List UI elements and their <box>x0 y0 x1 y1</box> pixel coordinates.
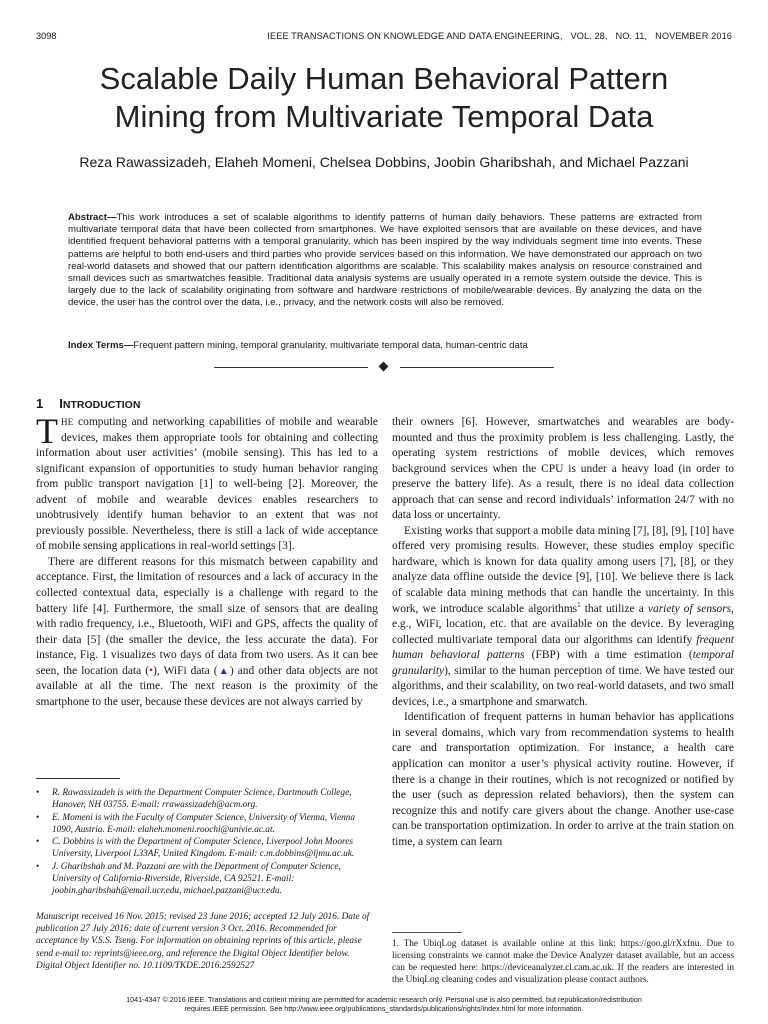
abstract-text: This work introduces a set of scalable algorithms to identify patterns of human daily behaviors. These patterns are extracted from multivariate temporal data that have been collected from smartphones. We have exploited sensors that are available on these devices, and have identified frequent behavioral patterns with a temporal granularity, which has been inspired by the way individuals segment time into events. These patterns are helpful to both end-users and third parties who provide services based on this information. We have demonstrated our approach on two real-world datasets and showed that our pattern identification algorithms are scalable. This scalability makes analysis on resource constrained and small devices such as smartwatches feasible. Traditional data analysis systems are usually operated in a remote system outside the device. This is largely due to the lack of scalability originating from software and hardware restrictions of mobile/wearable devices. By analyzing the data on the device, the user has the control over the data, i.e., privacy, and the network costs will also be removed. <box>68 212 702 309</box>
section-divider <box>214 361 554 373</box>
intro-paragraph-2-a: There are different reasons for this mismatch between capability and acceptance. First, the limitation of resources and a lack of accuracy in the collected contextual data, especially is a challenge with regard to the battery life [4]. Furthermore, the small size of sensors that are dealing with radio frequency, i.e., Bluetooth, WiFi and GPS, affects the quality of their data [5] (the smaller the device, the less accurate the data). For instance, Fig. 1 visualizes two days of data from two users. As it can bee seen, the location data ( <box>36 555 378 677</box>
right-column <box>392 415 734 850</box>
intro-paragraph-2 <box>36 555 378 710</box>
page-number: 3098 <box>36 31 57 41</box>
emphasis-frequent-patterns: frequent human behavioral patterns <box>392 633 734 662</box>
manuscript-info: Manuscript received 16 Nov. 2015; revised 23 June 2016; accepted 12 July 2016. Date of publication 27 July 2016; date of current version 3 Oct. 2016. Recommended for acceptance by V.S.S. Tseng. For information on obtaining reprints of this article, please send e-mail to: reprints@ieee.org, and reference the Digital Object Identifier below. Digital Object Identifier no. 10.1109/TKDE.2016.2592527 <box>36 912 370 971</box>
divider-line-left <box>214 367 368 368</box>
affiliation-text: E. Momeni is with the Faculty of Computer Science, University of Vienna, Vienna 1090, Austria. E-mail: elaheh.momeni.roochi@univie.ac.at. <box>52 812 356 835</box>
copyright-line-1: 1041-4347 © 2016 IEEE. Translations and content mining are permitted for academic research only. Personal use is also permitted, but republication/redistribution <box>126 995 642 1004</box>
section-title-rest: NTRODUCTION <box>62 399 141 411</box>
abstract-label: Abstract <box>68 212 107 223</box>
diamond-ornament-icon <box>379 362 389 372</box>
copyright-notice <box>20 995 748 1013</box>
footnote-rule-right <box>392 932 462 933</box>
copyright-line-2: requires IEEE permission. See http://www.ieee.org/publications_standards/publications/rights/index.html for more information. <box>184 1004 584 1013</box>
bullet-icon: • <box>36 837 40 848</box>
journal-header: IEEE TRANSACTIONS ON KNOWLEDGE AND DATA ENGINEERING, VOL. 28, NO. 11, NOVEMBER 2016 <box>267 31 732 41</box>
divider-line-right <box>400 367 554 368</box>
drop-cap: T <box>36 411 58 451</box>
right-paragraph-1: their owners [6]. However, smartwatches and wearables are body-mounted and thus the proximity problem is less challenging. Lastly, the operating system restrictions of mobile devices, which removes background services when the CPU is under a heavy load (in order to preserve the battery life). As a result, there is no ideal data collection approach that can sense and record individuals’ information 24/7 with no data loss or uncertainty. <box>392 416 734 522</box>
wifi-triangle-icon: ▲ <box>217 665 230 677</box>
right-paragraph-2-a: Existing works that support a mobile data mining [7], [8], [9], [10] have offered very promising results. However, these studies employ specific hardware, which is known for data quality among users [7], [8], or they analyze data offline outside the device [9], [10]. We believe there is lack of scalable data mining methods that can handle the uncertainty. In this work, we introduce scalable algorithms <box>392 524 734 615</box>
paper-title-line2: Mining from Multivariate Temporal Data <box>114 99 654 134</box>
paper-title <box>30 60 738 136</box>
running-head <box>36 31 732 45</box>
right-paragraph-2-e: ), similar to the human perception of time. We have tested our algorithms, and their scalability, on two real-world datasets, and two small devices, i.e., a smartphone and smarwatch. <box>392 664 734 708</box>
affiliation-text: J. Gharibshah and M. Pazzani are with the Department of Computer Science, University of California-Riverside, Riverside, CA 92521. E-mail: joobin.gharibshah@email.ucr.edu, michael.pazzani@ucr.edu. <box>52 861 341 897</box>
affiliation-item <box>36 861 378 898</box>
affiliation-item <box>36 836 378 861</box>
right-paragraph-2-c: , e.g., WiFi, location, etc. that are available on the device. By leveraging collected multivariate temporal data our algorithms can identify <box>392 602 734 646</box>
intro-paragraph-1 <box>36 411 378 555</box>
index-terms: Index Terms—Frequent pattern mining, temporal granularity, multivariate temporal data, human-centric data <box>68 340 528 351</box>
bullet-icon: • <box>36 812 40 823</box>
bullet-icon: • <box>36 788 40 798</box>
affiliation-list <box>36 787 378 898</box>
emphasis-temporal-granularity: temporal granularity <box>392 649 734 677</box>
bullet-icon: • <box>36 861 40 872</box>
intro-paragraph-1-text: computing and networking capabilities of mobile and wearable devices, makes them appropriate tools for obtaining and collecting information about user activities’ (mobile sensing). This has led to a significant expansion of opportunities to study human behavior ranging from public transport navigation [1] to well-being [2]. Moreover, the advent of mobile and wearable devices enables researchers to unobtrusively identify human behavior to an extent that was not previously possible. Nevertheless, there is still a lack of wide acceptance of mobile sensing applications in real-world settings [3]. <box>36 416 378 553</box>
affiliation-text: C. Dobbins is with the Department of Computer Science, Liverpool John Moores University, Liverpool L33AF, United Kingdom. E-mail: c.m.dobbins@ljmu.ac.uk. <box>52 837 355 860</box>
footnote-ref-1[interactable]: 1 <box>577 600 581 609</box>
location-dot-icon: • <box>149 664 154 677</box>
affiliation-item <box>36 787 378 812</box>
right-paragraph-2-d: (FBP) with a time estimation ( <box>524 649 693 662</box>
paper-title-line1: Scalable Daily Human Behavioral Pattern <box>99 61 669 96</box>
intro-paragraph-2-b: ), WiFi data ( <box>153 664 218 677</box>
right-paragraph-2-b: that utilize a <box>580 602 648 615</box>
section-number: 1 <box>36 396 44 411</box>
index-terms-label: Index Terms <box>68 340 124 351</box>
author-list: Reza Rawassizadeh, Elaheh Momeni, Chelsea Dobbins, Joobin Gharibshah, and Michael Pazzani <box>79 154 689 170</box>
footnote-1: 1. The UbiqLog dataset is available online at this link: https://goo.gl/rXxfnu. Due to licensing constraints we cannot make the Device Analyzer dataset available, but an access can be requested here: https://deviceanalyzer.cl.cam.ac.uk. If the readers are interested in the UbiqLog cleaning codes and visualization please contact authors. <box>392 939 734 986</box>
left-column <box>36 411 378 710</box>
emphasis-variety-of-sensors: variety of sensors <box>647 602 732 615</box>
section-title-initial: I <box>59 396 63 411</box>
smallcaps-lead: HE <box>61 417 74 427</box>
index-terms-text: Frequent pattern mining, temporal granularity, multivariate temporal data, human-centric data <box>133 340 528 351</box>
right-paragraph-3: Identification of frequent patterns in human behavior has applications in several domains, which vary from recommendation systems to health care and transportation optimization. For instance, a health care application can monitor a user’s physical activity routine. However, if there is a change in their routines, which is not recognized or notified by the user (such as depression related behaviors), then the system can recognize this and notify care givers about the change. Another use-case can be transportation optimization. In order to arrive at the train station on time, a system can learn <box>392 711 734 848</box>
right-paragraph-2 <box>392 524 734 711</box>
affiliation-text: R. Rawassizadeh is with the Department Computer Science, Dartmouth College, Hanover, NH 03755. E-mail: rrawassizadeh@acm.org. <box>52 788 352 811</box>
footnote-rule <box>36 778 120 779</box>
abstract: Abstract—This work introduces a set of scalable algorithms to identify patterns of human daily behaviors. These patterns are extracted from multivariate temporal data that have been collected from smartphones. We have exploited sensors that are available on these devices, and have identified frequent behavioral patterns with a temporal granularity, which has been inspired by the way individuals segment time into events. These patterns are helpful to both end-users and third parties who provide services based on this information. We have demonstrated our approach on two real-world datasets and showed that our pattern identification algorithms are scalable. This scalability makes analysis on resource constrained and small devices such as smartwatches feasible. Traditional data analysis systems are usually operated in a remote system outside the device. This is largely due to the lack of scalability originating from software and hardware restrictions of mobile/wearable devices. By analyzing the data on the device, the user has the control over the data, i.e., privacy, and the network costs will also be removed. <box>68 212 702 309</box>
intro-paragraph-2-c: ) and other data objects are not available at all the time. The next reason is the proximity of the smartphone to the user, because these devices are not always carried by <box>36 664 378 708</box>
affiliation-item <box>36 812 378 837</box>
section-heading <box>36 396 140 411</box>
